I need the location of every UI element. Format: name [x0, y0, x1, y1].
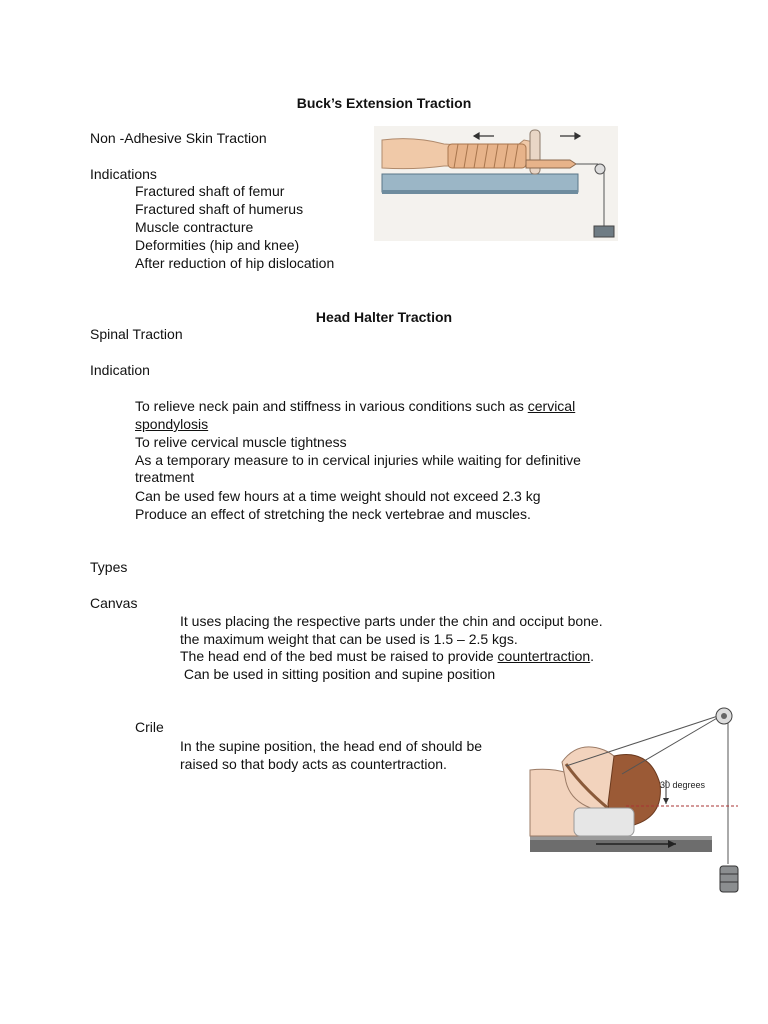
list-item-text: Can be used few hours at a time weight should not exceed 2.3 kg: [135, 488, 541, 504]
list-item-text: As a temporary measure to in cervical injuries while waiting for definitive: [135, 452, 581, 468]
term-countertraction: countertraction: [497, 648, 591, 664]
list-item-text: To relive cervical muscle tightness: [135, 434, 347, 450]
list-item-text: After reduction of hip dislocation: [135, 255, 335, 271]
list-item-text: Fractured shaft of femur: [135, 183, 285, 199]
list-item-text-cont: treatment: [135, 469, 195, 485]
bucks-traction-illustration: [374, 126, 618, 241]
list-item-text-cont: [135, 415, 208, 433]
list-item-text: Fractured shaft of humerus: [135, 201, 304, 217]
subtitle-skin-traction: Non -Adhesive Skin Traction: [90, 130, 267, 146]
list-item-text: the maximum weight that can be used is 1.5 – 2.5 kgs.: [180, 631, 518, 647]
indications-heading: Indications: [90, 166, 157, 182]
crile-traction-illustration: [526, 704, 748, 896]
title-head-halter: Head Halter Traction: [315, 309, 453, 325]
list-item-text-cont: raised so that body acts as countertraction.: [180, 756, 447, 772]
term-spondylosis: spondylosis: [135, 416, 209, 432]
list-item-text: Deformities (hip and knee): [135, 237, 300, 253]
list-item-text: [135, 397, 575, 415]
list-item-text: Can be used in sitting position and supine position: [180, 666, 496, 682]
indication-heading: Indication: [90, 362, 150, 378]
angle-label: 30 degrees: [660, 780, 706, 790]
list-item-text-part: To relieve neck pain and stiffness in various conditions such as: [135, 398, 528, 414]
list-item-text: It uses placing the respective parts under the chin and occiput bone.: [180, 613, 603, 629]
list-item-text: In the supine position, the head end of should be: [180, 738, 483, 754]
crile-heading: Crile: [135, 719, 164, 735]
list-item-text: [180, 647, 594, 665]
title-bucks-extension: Buck’s Extension Traction: [296, 95, 472, 111]
canvas-heading: Canvas: [90, 595, 138, 611]
list-item-text: Produce an effect of stretching the neck vertebrae and muscles.: [135, 506, 531, 522]
list-item-text-part: .: [590, 648, 595, 664]
subtitle-spinal-traction: Spinal Traction: [90, 326, 183, 342]
list-item-text: Muscle contracture: [135, 219, 254, 235]
types-heading: Types: [90, 559, 128, 575]
term-cervical: cervical: [527, 398, 576, 414]
list-item-text-part: The head end of the bed must be raised to provide: [180, 648, 498, 664]
